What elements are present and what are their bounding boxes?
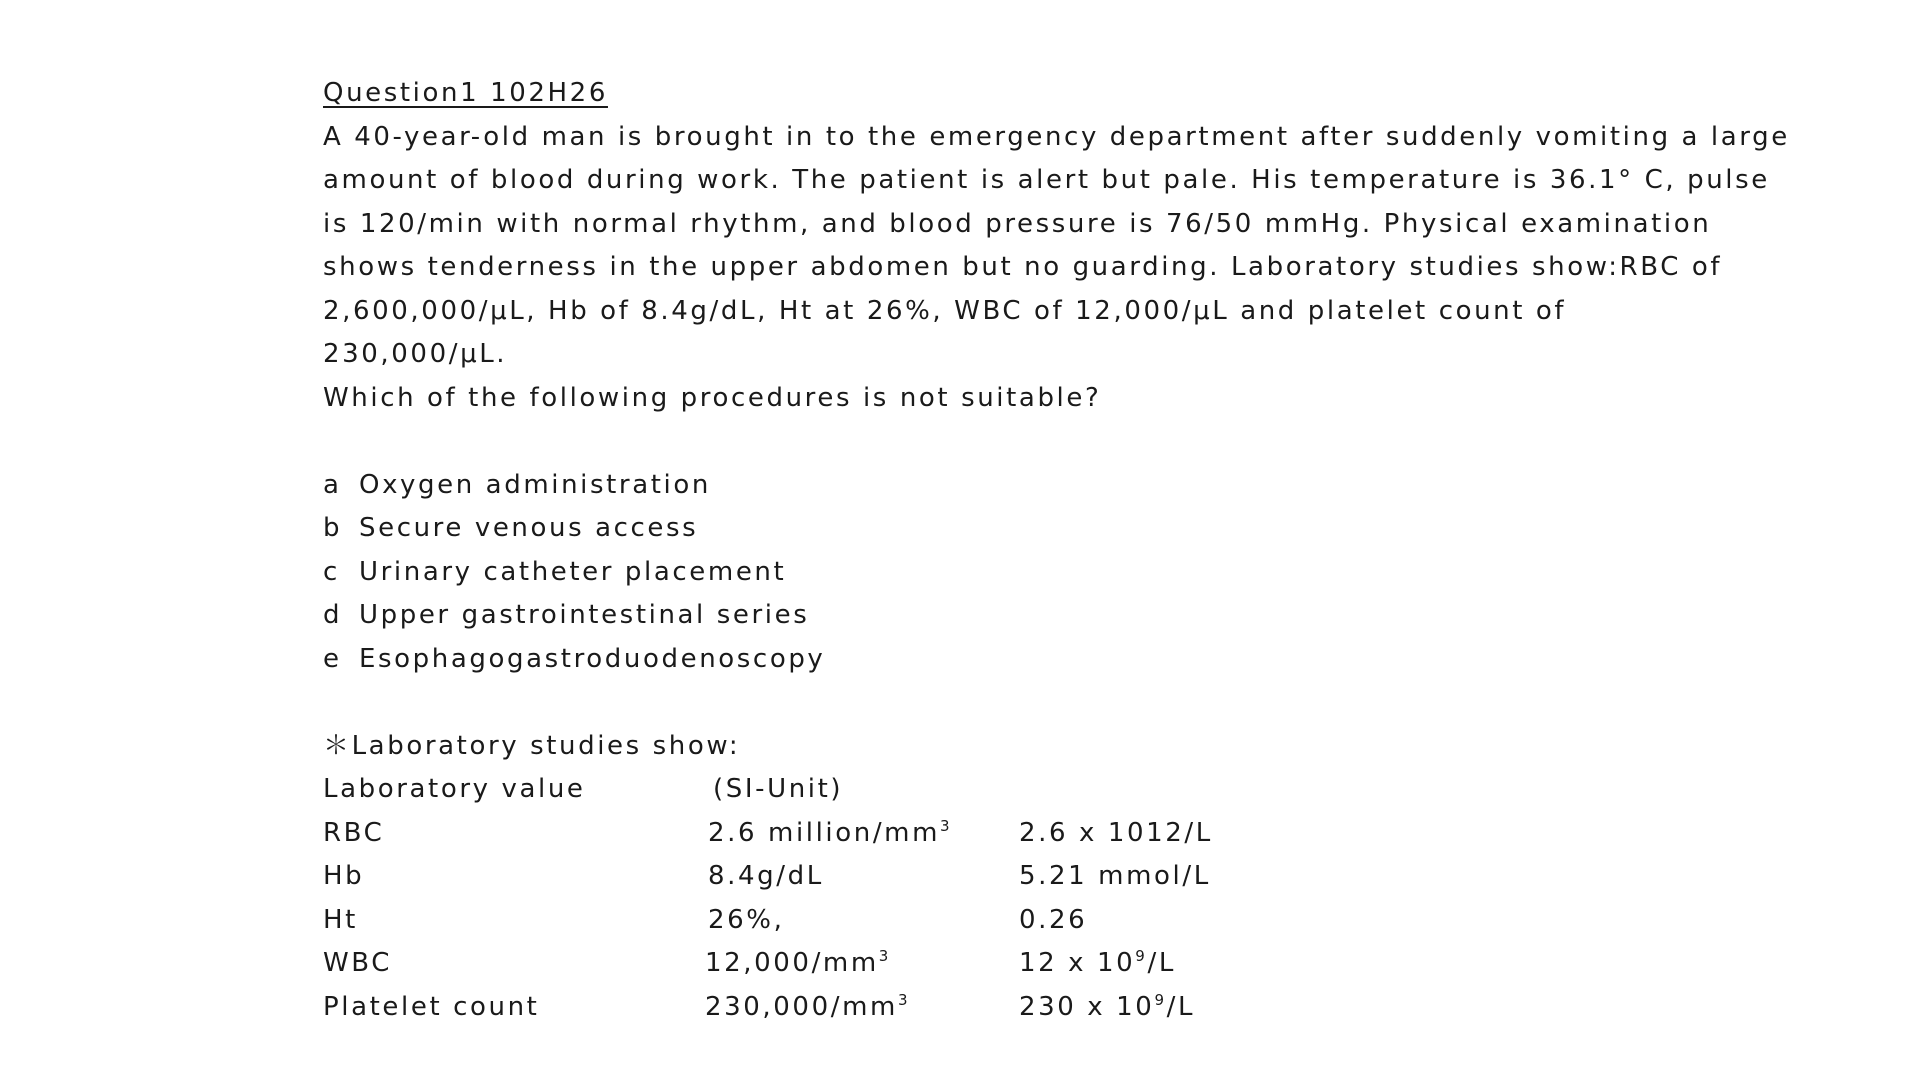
lab-row-platelet <box>323 986 1643 1030</box>
option-text: Esophagogastroduodenoscopy <box>359 643 826 674</box>
question-stem-line: amount of blood during work. The patient is alert but pale. His temperature is 36.1° C, pulse <box>323 165 1770 195</box>
option-letter: b <box>323 513 343 543</box>
option-text: Urinary catheter placement <box>359 556 787 587</box>
lab-row-ht <box>323 899 1643 943</box>
option-c <box>323 551 1643 595</box>
lab-name: Ht <box>323 904 358 935</box>
lab-row-wbc <box>323 942 1643 986</box>
question-prompt: Which of the following procedures is not suitable? <box>323 382 1102 413</box>
question-stem-line: 2,600,000/μL, Hb of 8.4g/dL, Ht at 26%, WBC of 12,000/μL and platelet count of <box>323 295 1567 326</box>
question-stem-line: 230,000/μL. <box>323 339 508 369</box>
lab-si: 12 x $10^9/L$ <box>1019 947 1176 978</box>
lab-si: 230 x $10^9/L$ <box>1019 990 1196 1022</box>
lab-row-hb <box>323 855 1643 899</box>
question-title: Question1 102H26 <box>323 78 608 108</box>
question-stem-line: is 120/min with normal rhythm, and blood pressure is 76/50 mmHg. Physical examination <box>323 208 1712 239</box>
lab-name: Hb <box>323 861 365 891</box>
lab-name: WBC <box>323 948 393 978</box>
lab-conventional: 26%, <box>708 904 785 935</box>
lab-si: 5.21 mmol/L <box>1019 861 1211 891</box>
lab-header-unit: (SI-Unit) <box>713 774 844 804</box>
option-letter: c <box>323 556 340 587</box>
lab-conventional: 8.4g/dL <box>708 861 824 891</box>
lab-row-rbc <box>323 812 1643 856</box>
option-letter: a <box>323 469 342 500</box>
lab-header-label: Laboratory value <box>323 774 586 804</box>
option-d <box>323 594 1643 638</box>
option-text: Oxygen administration <box>359 469 711 500</box>
lab-name: RBC <box>323 817 385 848</box>
lab-conventional: $12,000/mm^3$ <box>705 947 891 978</box>
lab-conventional: $230,000/mm^3$ <box>705 990 911 1022</box>
option-text: Upper gastrointestinal series <box>359 600 810 630</box>
option-a <box>323 464 1643 508</box>
option-text: Secure venous access <box>359 513 699 543</box>
option-b <box>323 507 1643 551</box>
lab-si: 0.26 <box>1019 904 1088 935</box>
lab-name: Platelet count <box>323 991 540 1022</box>
lab-header-row <box>323 768 1643 812</box>
lab-heading: ＊Laboratory studies show: <box>323 730 741 761</box>
spacer <box>323 420 1643 464</box>
document <box>323 72 1790 1029</box>
option-letter: e <box>323 643 342 674</box>
lab-si: 2.6 x 1012/L <box>1019 817 1213 848</box>
spacer <box>323 681 1643 725</box>
lab-conventional: 2.6 million/$mm^3$ <box>708 816 953 848</box>
question-stem-line: A 40-year-old man is brought in to the emergency department after suddenly vomiting a large <box>323 121 1790 152</box>
option-e <box>323 638 1643 682</box>
question-stem-line: shows tenderness in the upper abdomen but no guarding. Laboratory studies show:RBC of <box>323 252 1723 282</box>
option-letter: d <box>323 600 343 630</box>
